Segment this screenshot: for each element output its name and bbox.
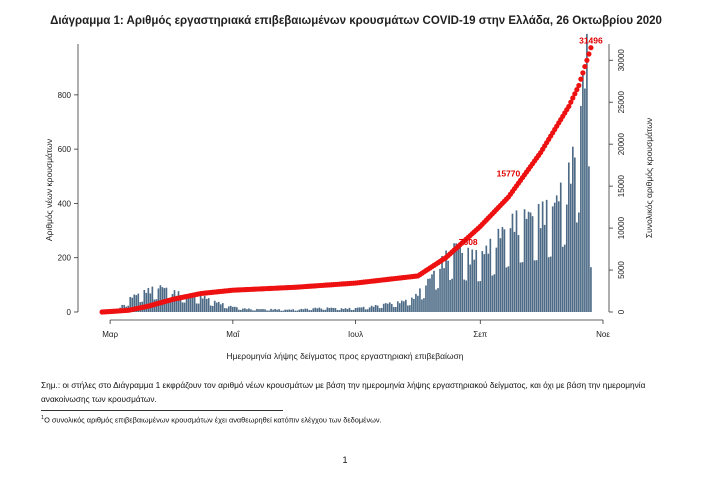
bar [252, 310, 254, 312]
bar [516, 210, 518, 312]
bar [447, 261, 449, 312]
bar [230, 306, 232, 312]
bar [526, 219, 528, 312]
cumulative-point [588, 45, 593, 50]
bar [371, 306, 373, 312]
bar [266, 311, 268, 312]
bar [260, 309, 262, 312]
bar [469, 265, 471, 312]
bar [212, 306, 214, 312]
y-tick-label: 0 [66, 308, 71, 317]
bar [566, 205, 568, 312]
bar [502, 227, 504, 312]
bar [312, 308, 314, 312]
bar [182, 302, 184, 312]
bar [479, 281, 481, 312]
bar [435, 290, 437, 312]
bar [274, 309, 276, 312]
footnote-text: Ο συνολικός αριθμός επιβεβαιωμένων κρουσμάτων έχει αναθεωρηθεί κατόπιν ελέγχου των δεδομένων. [44, 415, 382, 425]
bar [433, 271, 435, 312]
bar [494, 274, 496, 312]
bar [178, 291, 180, 312]
bar [530, 213, 532, 312]
cumulative-point [584, 58, 589, 63]
cumulative-annotation: 31496 [579, 35, 603, 46]
cumulative-point [576, 83, 581, 88]
bar [300, 309, 302, 312]
bar [381, 308, 383, 312]
bar [401, 301, 403, 312]
page-number: 1 [342, 455, 348, 465]
bar [387, 304, 389, 312]
bar [457, 246, 459, 312]
bar [240, 310, 242, 312]
bar [514, 232, 516, 312]
bar [409, 305, 411, 312]
bar [405, 300, 407, 312]
bar [298, 310, 300, 312]
bar [282, 311, 284, 312]
bar [308, 310, 310, 312]
footnote-mark: 1 [41, 415, 45, 421]
bar [302, 309, 304, 312]
bar [383, 304, 385, 312]
bar [558, 201, 560, 312]
bar [331, 308, 333, 312]
bar [314, 308, 316, 312]
bar [284, 310, 286, 312]
bar [483, 254, 485, 312]
cumulative-annotation: 15770 [496, 168, 521, 179]
bar [264, 309, 266, 312]
bar [258, 309, 260, 312]
bar [518, 235, 520, 312]
bar [413, 299, 415, 312]
bar [226, 308, 228, 312]
bar [222, 303, 224, 312]
footnote [41, 415, 382, 424]
bar [244, 308, 246, 312]
bar [475, 250, 477, 312]
bar [353, 310, 355, 312]
bar [576, 222, 578, 312]
bar [485, 246, 487, 312]
bar [158, 288, 160, 312]
bar [506, 267, 508, 312]
bar [345, 308, 347, 312]
bar [228, 306, 230, 312]
bar [292, 309, 294, 312]
bar [391, 304, 393, 312]
bar [425, 286, 427, 312]
bar [256, 309, 258, 312]
bar [423, 298, 425, 312]
bar [347, 309, 349, 312]
bar [544, 225, 546, 312]
bar [210, 306, 212, 313]
bar [337, 310, 339, 312]
bar [421, 299, 423, 312]
bar [208, 298, 210, 312]
bar [363, 307, 365, 312]
bar [198, 304, 200, 312]
bar [351, 310, 353, 312]
bar [568, 163, 570, 313]
bar [272, 310, 274, 312]
bar [534, 260, 536, 312]
bar [498, 229, 500, 312]
bar [429, 278, 431, 312]
y-tick-label: 600 [57, 145, 71, 155]
y-axis-label: Αριθμός νέων κρουσμάτων [44, 138, 54, 242]
bar [572, 147, 574, 312]
bar [150, 293, 152, 312]
bar [473, 260, 475, 312]
y2-tick-label: 30000 [617, 49, 626, 72]
bar [522, 262, 524, 312]
bar [246, 309, 248, 312]
x-tick-label: Σεπ [473, 330, 488, 339]
bar [455, 243, 457, 312]
bar [403, 301, 405, 312]
bar [280, 311, 282, 312]
bar [160, 285, 162, 312]
bar [294, 311, 296, 312]
cumulative-annotation: 7608 [458, 237, 478, 248]
y-tick-label: 800 [57, 90, 71, 100]
bar [202, 299, 204, 312]
bar [580, 106, 582, 312]
bar [238, 310, 240, 312]
bar [385, 303, 387, 312]
bar [200, 295, 202, 312]
bar [504, 229, 506, 312]
bar [355, 308, 357, 312]
y2-tick-label: 15000 [617, 175, 626, 198]
bar [262, 309, 264, 312]
bar [218, 302, 220, 312]
bar [463, 280, 465, 312]
x-tick-label: Ιουλ [348, 330, 364, 339]
bar [427, 279, 429, 312]
bar [232, 307, 234, 312]
bar [216, 303, 218, 312]
bar [339, 310, 341, 312]
bar [550, 257, 552, 312]
bar [500, 238, 502, 312]
bar [439, 269, 441, 312]
bar [194, 297, 196, 312]
bar [323, 310, 325, 312]
bar [570, 184, 572, 312]
bar [286, 310, 288, 312]
bar [357, 308, 359, 312]
bar [379, 308, 381, 312]
bar [562, 247, 564, 312]
bar [349, 308, 351, 312]
cumulative-point [578, 77, 583, 82]
bar [393, 307, 395, 312]
bar [214, 301, 216, 312]
bar [584, 88, 586, 312]
bar [542, 201, 544, 312]
bar [304, 309, 306, 312]
bar [520, 263, 522, 312]
bar [532, 216, 534, 312]
bar [528, 212, 530, 312]
bar [375, 305, 377, 312]
bar [220, 304, 222, 312]
bar [296, 311, 298, 312]
bar [310, 310, 312, 312]
bar [465, 280, 467, 312]
y2-tick-label: 25000 [617, 91, 626, 114]
bar [512, 214, 514, 312]
bar [333, 308, 335, 312]
bar [477, 281, 479, 312]
bar [250, 309, 252, 312]
cumulative-point [582, 64, 587, 69]
bar [361, 307, 363, 312]
bar [467, 248, 469, 312]
bar [276, 310, 278, 312]
y2-axis-label: Συνολικός αριθμός κρουσμάτων [644, 117, 654, 239]
bar [317, 308, 319, 312]
bar [329, 308, 331, 312]
y2-tick-label: 10000 [617, 216, 626, 240]
bar [268, 311, 270, 312]
x-tick-label: Νοε [596, 330, 610, 339]
bar [152, 287, 154, 312]
bar [451, 279, 453, 312]
bar [254, 310, 256, 312]
x-tick-label: Μαρ [102, 330, 119, 339]
bar [321, 309, 323, 312]
bar [270, 309, 272, 312]
bar [443, 268, 445, 312]
bar [248, 308, 250, 312]
bar [441, 256, 443, 312]
bar [574, 158, 576, 312]
bar [586, 34, 588, 312]
bar [415, 294, 417, 312]
bar [490, 239, 492, 312]
bar [365, 309, 367, 312]
bar [510, 228, 512, 312]
bar [588, 166, 590, 312]
bar [554, 203, 556, 312]
bar [546, 200, 548, 312]
cumulative-point [580, 70, 585, 75]
bar [242, 309, 244, 312]
bar [524, 209, 526, 312]
bar [419, 288, 421, 312]
bar [377, 306, 379, 312]
bar [172, 294, 174, 312]
bar [399, 303, 401, 312]
bar [373, 307, 375, 312]
bar [389, 302, 391, 312]
bar [590, 267, 592, 312]
bar [548, 257, 550, 312]
bar [560, 183, 562, 312]
bar [459, 244, 461, 312]
chart-title: Διάγραμμα 1: Αριθμός εργαστηριακά επιβεβαιωμένων κρουσμάτων COVID-19 στην Ελλάδα, 26 Οκτωβρίου 2020 [50, 15, 662, 27]
y-tick-label: 200 [57, 253, 71, 263]
bar [488, 254, 490, 312]
bar [582, 71, 584, 312]
bar [204, 296, 206, 312]
bar [369, 307, 371, 312]
bar [437, 288, 439, 312]
bar [278, 309, 280, 312]
bar [536, 260, 538, 312]
bar [449, 280, 451, 312]
bar [492, 276, 494, 312]
cumulative-line-layer [99, 45, 593, 314]
bar [196, 303, 198, 312]
bar [306, 309, 308, 312]
bar [481, 251, 483, 312]
note-text: Σημ.: οι στήλες στο Διάγραμμα 1 εκφράζουν τον αριθμό νέων κρουσμάτων με βάση την ημερομηνία λήψης εργαστηριακού δείγματος, και όχι με βάση την ημερομηνία ανακοίνωσης των κρουσμάτων. [41, 380, 646, 404]
bar [417, 296, 419, 312]
x-tick-label: Μαΐ [226, 330, 240, 339]
cumulative-point [586, 51, 591, 56]
bar [471, 249, 473, 312]
bar [327, 307, 329, 312]
bar [395, 307, 397, 312]
bar [288, 310, 290, 312]
bar [343, 309, 345, 312]
bar [407, 306, 409, 313]
x-axis-label: Ημερομηνία λήψης δείγματος προς εργαστηριακή επιβεβαίωση [226, 351, 464, 361]
bar [556, 195, 558, 312]
y2-tick-label: 0 [617, 309, 626, 315]
bar [236, 307, 238, 312]
bar [564, 245, 566, 312]
y2-tick-label: 5000 [617, 261, 626, 279]
bar [359, 307, 361, 312]
bar [578, 212, 580, 312]
bar [319, 308, 321, 312]
bar [367, 309, 369, 312]
bar [411, 298, 413, 312]
y2-tick-label: 20000 [617, 133, 626, 156]
y-tick-label: 400 [57, 199, 71, 209]
bar [508, 266, 510, 312]
bar [206, 299, 208, 312]
bar [325, 310, 327, 312]
bar [224, 308, 226, 312]
bar [538, 204, 540, 312]
footnote-rule [41, 410, 283, 411]
bar [234, 307, 236, 312]
bar [341, 308, 343, 312]
bar [496, 248, 498, 312]
bar [461, 253, 463, 312]
bar [540, 228, 542, 312]
bar [335, 308, 337, 312]
bar [431, 274, 433, 312]
bar [184, 303, 186, 312]
bar [397, 301, 399, 312]
bar [552, 206, 554, 312]
bar [290, 310, 292, 312]
